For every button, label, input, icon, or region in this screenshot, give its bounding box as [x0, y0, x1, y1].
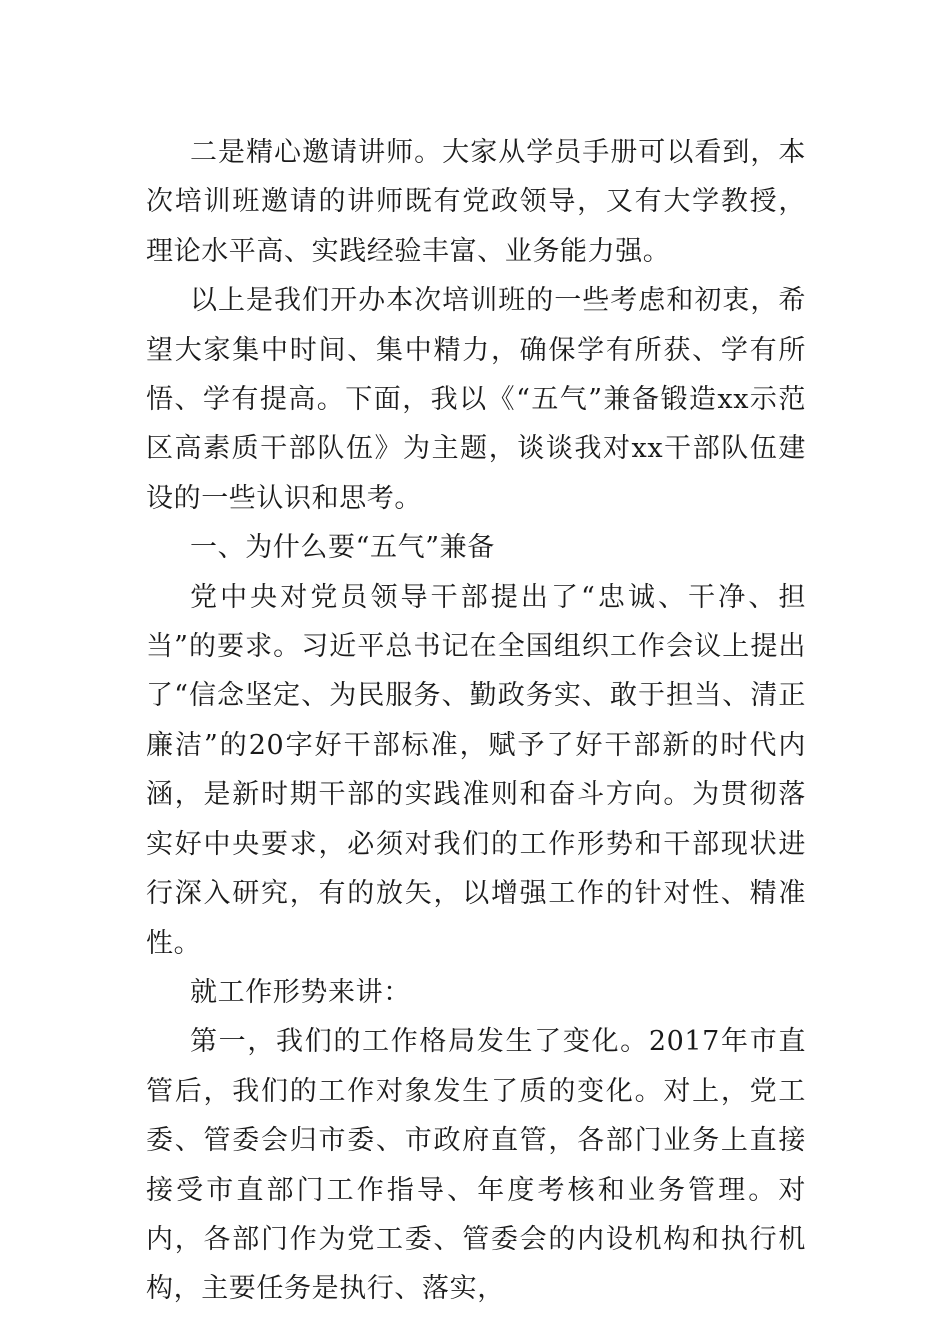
section-heading: 一、为什么要“五气”兼备: [190, 532, 495, 564]
paragraph-lecturers: 二是精心邀请讲师。大家从学员手册可以看到，本次培训班邀请的讲师既有党政领导，又有大学教授，理论水平高、实践经验丰富、业务能力强。: [146, 137, 806, 267]
document-body: [146, 128, 806, 1314]
paragraph-work-situation-intro: 就工作形势来讲：: [190, 976, 411, 1008]
paragraph-requirements: 党中央对党员领导干部提出了“忠诚、干净、担当”的要求。习近平总书记在全国组织工作会议上提出了“信念坚定、为民服务、勤政务实、敢于担当、清正廉洁”的20字好干部标准，赋予了好干部新的时代内涵，是新时期干部的实践准则和奋斗方向。为贯彻落实好中央要求，必须对我们的工作形势和干部现状进行深入研究，有的放矢，以增强工作的针对性、精准性。: [146, 581, 806, 959]
paragraph-work-pattern-change: 第一，我们的工作格局发生了变化。2017年市直管后，我们的工作对象发生了质的变化。对上，党工委、管委会归市委、市政府直管，各部门业务上直接接受市直部门工作指导、年度考核和业务管理。对内，各部门作为党工委、管委会的内设机构和执行机构，主要任务是执行、落实，: [146, 1026, 806, 1305]
paragraph-purpose: 以上是我们开办本次培训班的一些考虑和初衷，希望大家集中时间、集中精力，确保学有所获、学有所悟、学有提高。下面，我以《“五气”兼备锻造xx示范区高素质干部队伍》为主题，谈谈我对xx干部队伍建设的一些认识和思考。: [146, 285, 806, 514]
